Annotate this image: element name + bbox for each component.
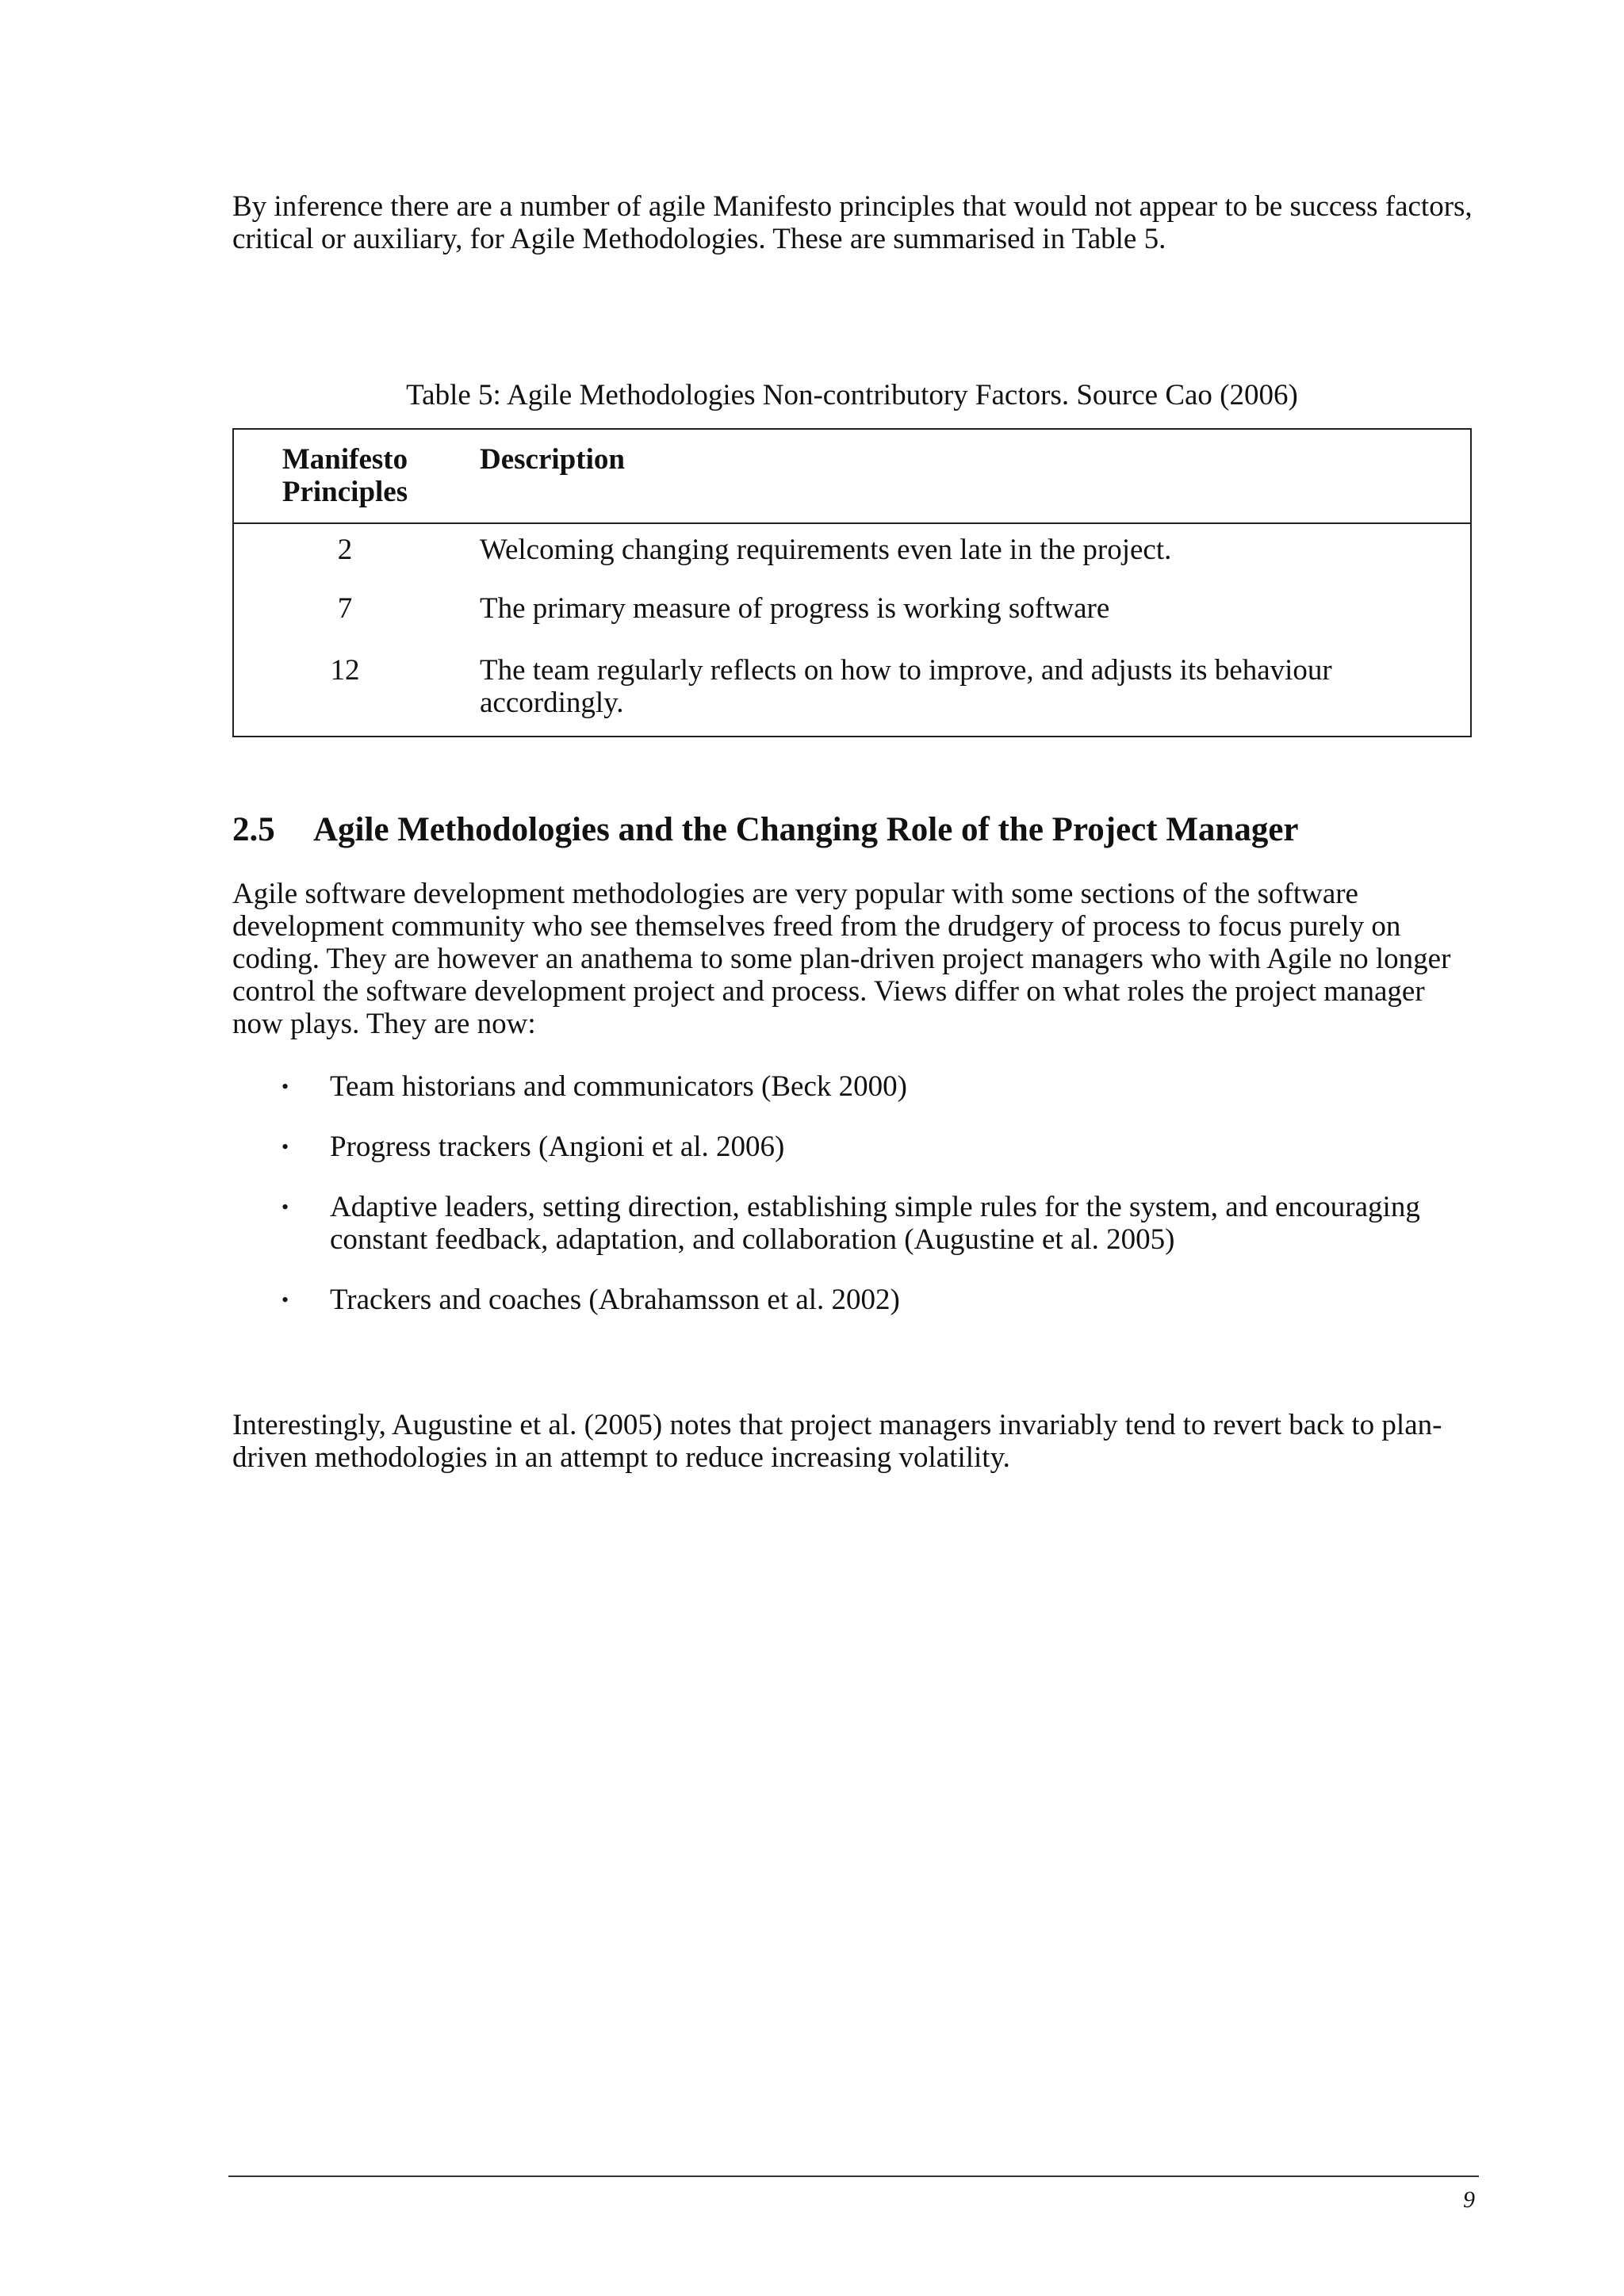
bullet-icon: • xyxy=(282,1288,289,1311)
list-item-text: Team historians and communicators (Beck 2000) xyxy=(330,1070,907,1103)
section-heading xyxy=(232,810,1501,850)
list-item xyxy=(232,1284,1501,1316)
principle-number: 7 xyxy=(337,592,353,625)
list-item-text: Adaptive leaders, setting direction, establishing simple rules for the system, and encouraging constant feedback, adaptation, and collaboration (Augustine et al. 2005) xyxy=(330,1191,1420,1256)
intro-paragraph: By inference there are a number of agile Manifesto principles that would not appear to be success factors, critical or auxiliary, for Agile Methodologies. These are summarised in Table 5. xyxy=(232,190,1473,255)
list-item xyxy=(232,1131,1501,1163)
principle-description: Welcoming changing requirements even late in the project. xyxy=(480,534,1172,566)
principle-number: 2 xyxy=(337,534,353,566)
principle-number: 12 xyxy=(330,654,360,687)
table-header-row xyxy=(234,430,1470,524)
project-manager-roles-list xyxy=(232,1070,1501,1344)
bullet-icon: • xyxy=(282,1075,289,1098)
principle-description: The team regularly reflects on how to improve, and adjusts its behaviour accordingly. xyxy=(480,654,1332,719)
header-description: Description xyxy=(480,443,625,476)
table-caption: Table 5: Agile Methodologies Non-contributory Factors. Source Cao (2006) xyxy=(406,379,1298,411)
section-number: 2.5 xyxy=(232,811,275,848)
section-title: Agile Methodologies and the Changing Role of the Project Manager xyxy=(313,811,1299,848)
non-contributory-factors-table xyxy=(232,428,1472,737)
list-item xyxy=(232,1070,1501,1103)
bullet-icon: • xyxy=(282,1135,289,1158)
header-manifesto-principles: Manifesto Principles xyxy=(282,443,408,508)
closing-paragraph: Interestingly, Augustine et al. (2005) notes that project managers invariably tend to revert back to plan-driven methodologies in an attempt to reduce increasing volatility. xyxy=(232,1409,1442,1474)
page-number: 9 xyxy=(1463,2187,1475,2213)
section-paragraph: Agile software development methodologies are very popular with some sections of the software development community who see themselves freed from the drudgery of process to focus purely on coding. They are however an anathema to some plan-driven project managers who with Agile no longer control the software development project and process. Views differ on what roles the project manager now plays. They are now: xyxy=(232,878,1451,1040)
bullet-icon: • xyxy=(282,1196,289,1219)
list-item xyxy=(232,1191,1501,1256)
list-item-text: Progress trackers (Angioni et al. 2006) xyxy=(330,1131,785,1163)
footer-divider xyxy=(228,2175,1479,2177)
principle-description: The primary measure of progress is working software xyxy=(480,592,1110,625)
list-item-text: Trackers and coaches (Abrahamsson et al. 2002) xyxy=(330,1284,900,1316)
